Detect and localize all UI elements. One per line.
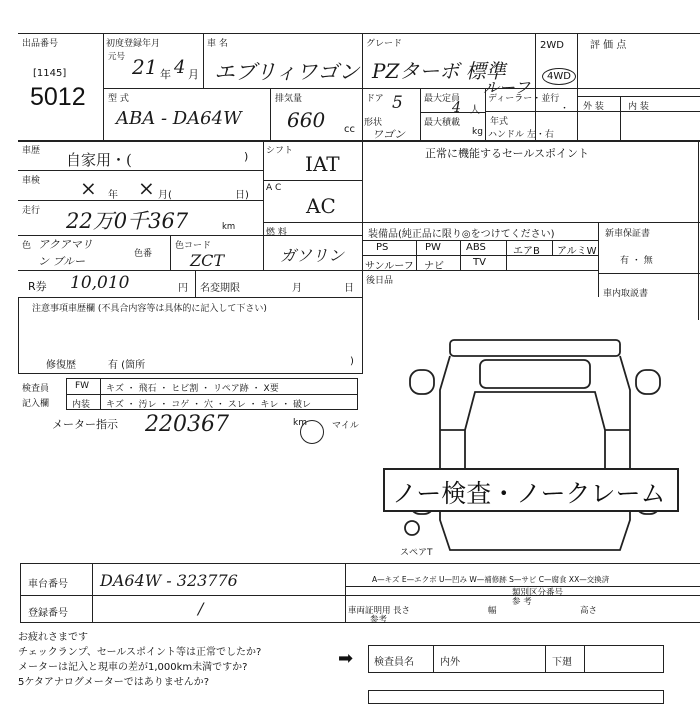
warranty-label: 新車保証書 <box>605 229 651 239</box>
interior-score-label: 内 装 <box>628 102 649 112</box>
chassis-line <box>92 563 93 622</box>
drive-2wd: 2WD <box>540 40 564 51</box>
grade-value-2: ルーフ <box>483 78 531 97</box>
capacity-unit: 人 <box>470 105 480 116</box>
load-label: 最大積載 <box>424 118 461 128</box>
drive-4wd: 4WD <box>542 68 576 85</box>
cert-label: 車両証明用 <box>348 606 391 616</box>
equip-abs: ABS <box>466 242 486 253</box>
first-reg-label: 初度登録年月 <box>106 39 161 49</box>
inspector-row2-code: 内装 <box>72 400 91 410</box>
sales-point-right-line <box>698 140 699 320</box>
mileage-label: 走行 <box>22 206 41 216</box>
inspector-line <box>66 394 358 395</box>
arrow-icon: ➡ <box>338 648 354 669</box>
equip-ps: PS <box>376 242 389 253</box>
reg-label: 登録番号 <box>28 608 68 619</box>
color-code-value: ZCT <box>190 251 225 270</box>
no-claim-stamp-text: ノー検査・ノークレーム <box>392 480 666 508</box>
dealer-label: ディーラー・並行 <box>488 94 560 104</box>
color-label: 色 <box>22 241 32 251</box>
frame-top-line <box>18 33 700 34</box>
recycle-label: R券 <box>28 280 47 293</box>
equipment-line <box>506 240 507 270</box>
inspector-label-2: 記入欄 <box>22 399 50 409</box>
grade-label: グレード <box>366 39 403 49</box>
spare-tire-label: スペアT <box>400 548 433 558</box>
equipment-line <box>416 240 417 270</box>
lot-number: 5012 <box>30 83 86 111</box>
first-reg-year: 21 <box>132 55 158 79</box>
notes-title: 注意事項車歴欄 (不具合内容等は具体的に記入して下さい) <box>32 304 267 314</box>
month-unit: 月 <box>188 68 199 81</box>
history-line <box>263 222 362 223</box>
chassis-line <box>20 622 700 623</box>
frame-line <box>535 33 536 140</box>
lower-label: 下廻 <box>552 657 572 668</box>
repair-label: 修復歴 <box>46 360 76 371</box>
first-reg-month: 4 <box>174 57 186 78</box>
equipment-line <box>598 222 599 297</box>
frame-line <box>18 140 700 142</box>
displacement-value: 660 <box>287 108 326 132</box>
inspector-name-value: 内外 <box>440 657 460 668</box>
history-line <box>263 180 362 181</box>
equipment-top-line <box>362 222 700 223</box>
handle-label: ハンドル 左・右 <box>488 130 554 140</box>
door-label: ドア <box>366 94 384 104</box>
shaken-year: × <box>80 176 97 200</box>
score-label: 評 価 点 <box>590 40 627 51</box>
equipment-title: 装備品(純正品に限り◎をつけてください) <box>368 229 555 240</box>
meter-mile: マイル <box>332 421 359 431</box>
recycle-yen: 円 <box>178 283 188 294</box>
inspector-row1-code: FW <box>75 381 90 391</box>
history-line <box>195 270 196 297</box>
frame-line <box>620 96 621 140</box>
model-value: ABA - DA64W <box>116 108 242 129</box>
inspector-line <box>100 378 101 410</box>
chassis-value: DA64W - 323776 <box>100 571 238 590</box>
frame-line <box>362 33 363 373</box>
shaken-month: × <box>138 176 155 200</box>
mileage-unit: km <box>222 222 236 232</box>
ref2-label: 参考 <box>370 615 388 625</box>
frame-line <box>18 297 363 298</box>
history-close: ) <box>244 150 249 163</box>
ref-label: 参 考 <box>512 597 532 607</box>
sign-line <box>545 645 546 673</box>
equip-alloy: アルミW <box>557 246 597 257</box>
era-label: 元号 <box>108 52 126 62</box>
name-change-label: 名変期限 <box>200 283 240 294</box>
car-name-label: 車 名 <box>207 39 228 49</box>
reg-value: / <box>198 599 204 618</box>
shape-label: 形状 <box>364 118 383 128</box>
model-label: 型 式 <box>108 94 129 104</box>
frame-line <box>103 88 700 89</box>
notes-left-line <box>18 297 19 373</box>
chassis-line <box>20 563 700 564</box>
meter-label: メーター指示 <box>52 418 118 431</box>
sign-line <box>433 645 434 673</box>
meter-value: 220367 <box>145 412 229 437</box>
equip-sunroof: サンルーフ <box>365 261 414 272</box>
footer-line-4: 5ケタアナログメーターではありませんか? <box>18 677 210 688</box>
frame-line <box>420 88 421 140</box>
color-value: アクアマリン ブルー <box>38 238 93 268</box>
equipment-line <box>362 240 598 241</box>
capacity-label: 最大定員 <box>424 94 461 104</box>
frame-line <box>103 33 104 140</box>
meter-km: km <box>293 418 307 428</box>
history-line <box>18 270 363 271</box>
mileage-value: 22万0千367 <box>66 209 189 233</box>
lot-label: 出品番号 <box>22 39 59 49</box>
frame-line <box>203 33 204 88</box>
fuel-value: ガソリン <box>280 246 345 265</box>
color-code-label: 色コード <box>175 241 212 251</box>
sign-line <box>584 645 585 673</box>
door-value: 5 <box>392 93 403 113</box>
repair-value: 有 (箇所 <box>108 360 146 371</box>
frame-line <box>577 33 578 140</box>
capacity-value: 4 <box>452 100 461 116</box>
footer-line-3: メーターは記入と現車の差が1,000km未満ですか? <box>18 662 248 673</box>
shaken-year-unit: 年 <box>108 190 118 201</box>
displacement-label: 排気量 <box>275 94 303 104</box>
name-change-day: 日 <box>344 283 354 294</box>
width-label: 幅 <box>488 606 497 616</box>
meter-circle <box>300 420 324 444</box>
ac-label: A C <box>266 183 282 193</box>
ac-value: AC <box>306 194 336 218</box>
shaken-month-unit: 月( <box>158 190 172 201</box>
height-label: 高さ <box>580 606 598 616</box>
recycle-value: 10,010 <box>70 273 130 293</box>
dealer-dot: ・ <box>560 104 570 114</box>
inspector-row2-text: キズ ・ 汚レ ・ コゲ ・ 穴 ・ スレ ・ キレ ・ 破レ <box>106 400 312 410</box>
equipment-line <box>460 240 461 270</box>
equip-airbag: エアB <box>513 246 540 257</box>
cc-unit: cc <box>344 124 355 135</box>
shift-label: シフト <box>266 146 294 156</box>
car-name-value: エブリィワゴン <box>214 60 360 84</box>
history-value: 自家用・( <box>66 151 132 169</box>
shaken-label: 車検 <box>22 176 41 186</box>
footer-line-1: お疲れさまです <box>18 632 88 643</box>
car-body-diagram <box>380 320 690 570</box>
chassis-label: 車台番号 <box>28 579 68 590</box>
inspector-name-label: 検査員名 <box>374 657 414 668</box>
frame-line <box>270 88 271 140</box>
exterior-score-label: 外 装 <box>583 102 604 112</box>
inspector-label-1: 検査員 <box>22 384 50 394</box>
frame-line <box>577 96 700 97</box>
fuel-label: 燃 料 <box>266 228 287 238</box>
length-label: 長さ <box>393 606 411 616</box>
warranty-value: 有 ・ 無 <box>620 256 653 266</box>
equip-tv: TV <box>473 257 486 268</box>
color-no-label: 色番 <box>134 249 153 259</box>
class-label: 類別区分番号 <box>512 588 564 598</box>
footer-line-2: チェックランプ、セールスポイント等は正常でしたか? <box>18 647 262 658</box>
sales-point-title: 正常に機能するセールスポイント <box>425 147 590 160</box>
frame-line <box>18 373 363 374</box>
shape-value: ワゴン <box>372 128 405 141</box>
history-line <box>170 235 171 270</box>
shift-value: IAT <box>305 152 340 176</box>
repair-close: ) <box>350 356 354 367</box>
grade-value: PZターボ 標準 <box>372 59 506 83</box>
equipment-line <box>552 240 553 255</box>
chassis-line <box>20 595 700 596</box>
shaken-day-unit: 日) <box>235 190 249 201</box>
equipment-line <box>598 273 700 274</box>
manual-label: 車内取説書 <box>603 289 649 299</box>
damage-legend: A—キズ E—エクボ U—凹み W—補修跡 S—サビ C—腐食 XX—交換済 <box>372 575 610 584</box>
chassis-line <box>20 563 21 622</box>
model-year-label: 年式 <box>490 117 509 127</box>
load-unit: kg <box>472 127 483 137</box>
history-line <box>18 200 263 201</box>
history-label: 車歴 <box>22 146 41 156</box>
chassis-line <box>345 563 346 622</box>
inspector-row1-text: キズ ・ 飛石 ・ ヒビ割 ・ リペア跡 ・ X要 <box>106 384 279 394</box>
history-line <box>18 170 263 171</box>
equip-navi: ナビ <box>424 261 444 272</box>
year-unit: 年 <box>160 68 171 81</box>
history-line <box>263 140 264 270</box>
bottom-box <box>368 690 664 704</box>
after-label: 後日品 <box>366 276 394 286</box>
name-change-month: 月 <box>292 283 302 294</box>
equip-pw: PW <box>425 242 441 253</box>
ref-code: [1145] <box>33 68 67 79</box>
